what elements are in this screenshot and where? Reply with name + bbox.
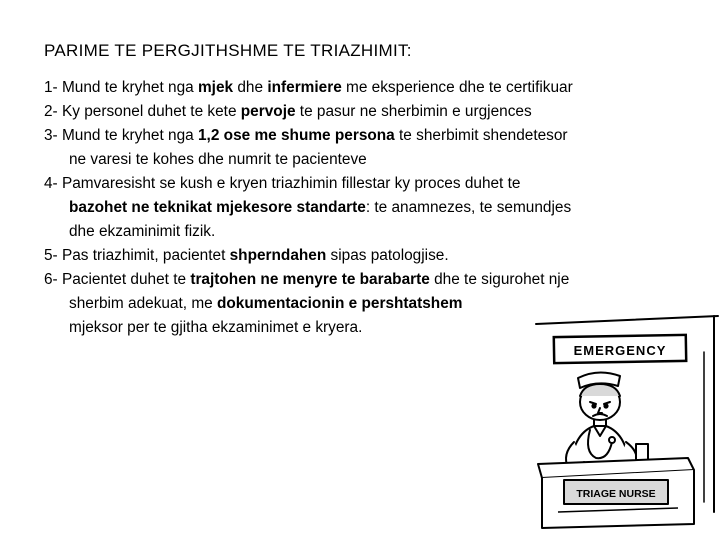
item-line [44, 148, 704, 172]
item-line [44, 220, 704, 244]
coffee-cup [636, 444, 648, 460]
item-emphasis: infermiere [267, 79, 342, 96]
item-line [44, 172, 704, 196]
list-item [44, 76, 704, 100]
item-text: te pasur ne sherbimin e urgjences [295, 103, 532, 120]
item-line [44, 268, 704, 292]
item-text: : te anamnezes, te semundjes [365, 199, 572, 216]
item-line [44, 124, 704, 148]
item-text: me eksperience dhe te certifikuar [341, 79, 573, 96]
item-text: dhe te sigurohet nje [429, 271, 570, 288]
triage-nurse-illustration [528, 312, 720, 540]
item-text: 3- Mund te kryhet nga [44, 127, 198, 144]
wall-line [536, 316, 718, 324]
list-item [44, 124, 704, 172]
item-emphasis: pervoje [240, 103, 296, 120]
item-text: dhe [233, 79, 268, 96]
item-emphasis: mjek [198, 79, 234, 96]
item-emphasis: bazohet ne teknikat mjekesore standarte [69, 199, 366, 216]
item-emphasis: dokumentacionin e pershtatshem [217, 295, 463, 312]
principles-list [44, 76, 704, 340]
list-item [44, 172, 704, 244]
item-emphasis: trajtohen ne menyre te barabarte [190, 271, 430, 288]
triage-desk [538, 458, 694, 528]
desk-nameplate-text: TRIAGE NURSE [576, 488, 656, 500]
item-line [44, 196, 704, 220]
item-text: 2- Ky personel duhet te kete [44, 103, 241, 120]
item-emphasis: 1,2 ose me shume persona [198, 127, 395, 144]
item-text: sipas patologjise. [326, 247, 449, 264]
item-emphasis: shperndahen [229, 247, 327, 264]
list-item [44, 100, 704, 124]
item-line [44, 100, 704, 124]
item-text: sherbim adekuat, me [69, 295, 217, 312]
item-line [44, 244, 704, 268]
slide-title: PARIME TE PERGJITHSHME TE TRIAZHIMIT: [44, 41, 412, 60]
item-text: mjeksor per te gjitha ekzaminimet e kryera. [69, 319, 363, 336]
nurse-figure [566, 372, 648, 472]
emergency-sign [554, 335, 686, 363]
item-text: 4- Pamvaresisht se kush e kryen triazhimin fillestar ky proces duhet te [44, 175, 521, 192]
item-text: 5- Pas triazhimit, pacientet [44, 247, 230, 264]
list-item [44, 244, 704, 268]
item-text: te sherbimit shendetesor [394, 127, 568, 144]
item-text: 1- Mund te kryhet nga [44, 79, 198, 96]
item-text: dhe ekzaminimit fizik. [69, 223, 216, 240]
item-text: 6- Pacientet duhet te [44, 271, 191, 288]
item-text: ne varesi te kohes dhe numrit te pacienteve [69, 151, 367, 168]
emergency-sign-text: EMERGENCY [573, 343, 667, 358]
item-line [44, 76, 704, 100]
